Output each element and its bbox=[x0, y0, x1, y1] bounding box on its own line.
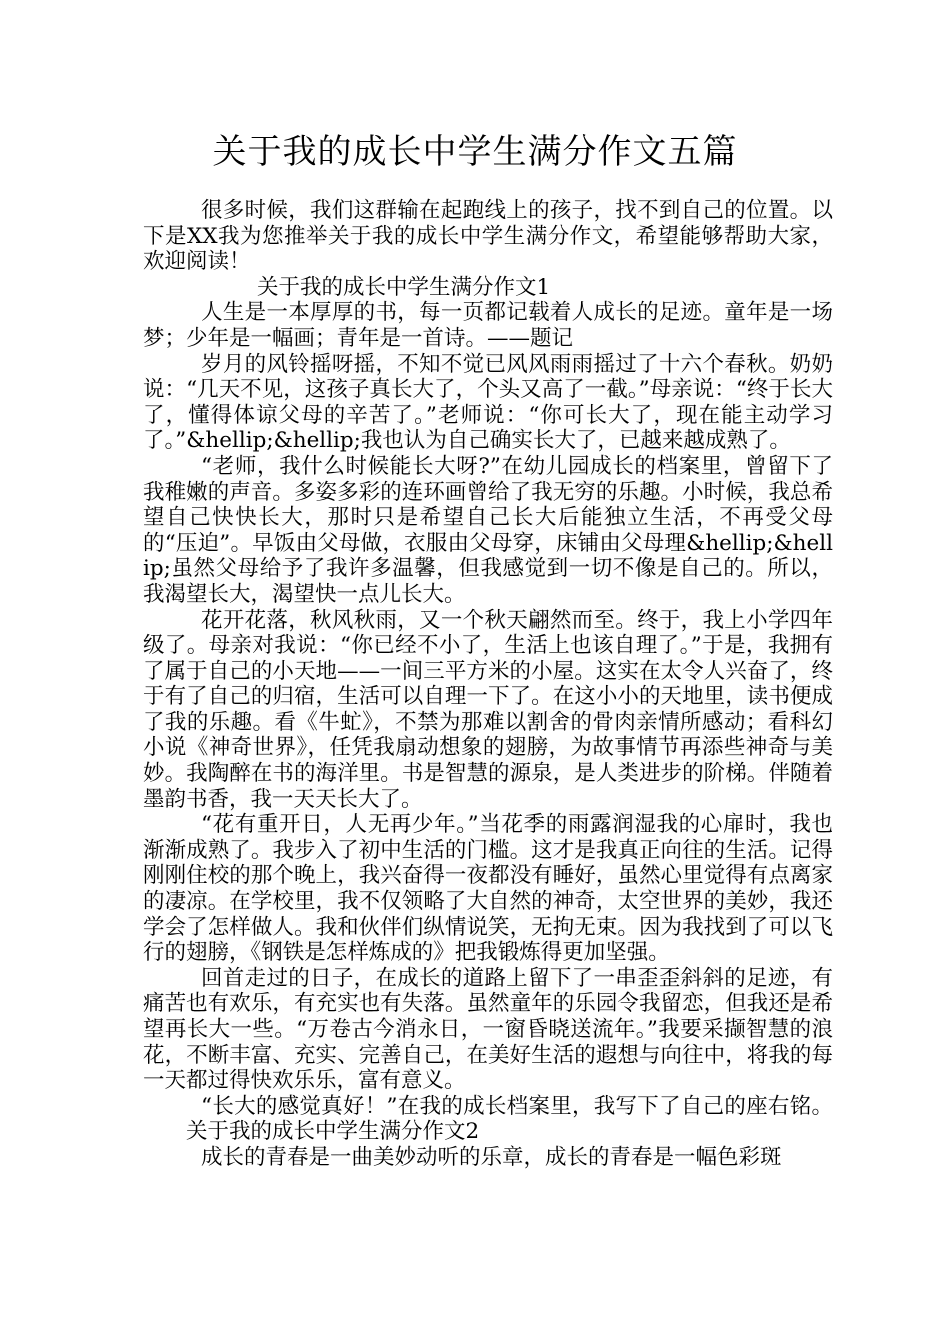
essay-1-paragraph: “老师，我什么时候能长大呀?”在幼儿园成长的档案里，曾留下了我稚嫩的声音。多姿多彩的连环画曾给了我无穷的乐趣。小时候，我总希望自己快快长大，那时只是希望自己长大后能独立生活，不再受父母的“压迫”。早饭由父母做，衣服由父母穿，床铺由父母理&hellip;&hellip;虽然父母给予了我许多温馨，但我感觉到一切不像是自己的。所以，我渴望长大，渴望快一点儿长大。 bbox=[143, 453, 833, 607]
document-body bbox=[143, 198, 833, 1171]
document-title: 关于我的成长中学生满分作文五篇 bbox=[212, 132, 738, 172]
essay-1-paragraph: 岁月的风铃摇呀摇，不知不觉已风风雨雨摇过了十六个春秋。奶奶说：“几天不见，这孩子真长大了，个头又高了一截。”母亲说：“终于长大了，懂得体谅父母的辛苦了。”老师说：“你可长大了，现在能主动学习了。”&hellip;&hellip;我也认为自己确实长大了，已越来越成熟了。 bbox=[143, 351, 833, 454]
essay-1-final-paragraph bbox=[143, 1094, 833, 1145]
essay-2-paragraph: 成长的青春是一曲美妙动听的乐章，成长的青春是一幅色彩斑 bbox=[201, 1144, 782, 1170]
essay-1-paragraph: 人生是一本厚厚的书，每一页都记载着人成长的足迹。童年是一场梦；少年是一幅画；青年是一首诗。——题记 bbox=[143, 300, 833, 351]
essay-1-paragraph: “花有重开日，人无再少年。”当花季的雨露润湿我的心扉时，我也渐渐成熟了。我步入了初中生活的门槛。这才是我真正向往的生活。记得刚刚住校的那个晚上，我兴奋得一夜都没有睡好，虽然心里觉得有点离家的凄凉。在学校里，我不仅领略了大自然的神奇，太空世界的美妙，我还学会了怎样做人。我和伙伴们纵情说笑，无拘无束。因为我找到了可以飞行的翅膀，《钢铁是怎样炼成的》把我锻炼得更加坚强。 bbox=[143, 812, 833, 966]
essay-1-paragraph: 花开花落，秋风秋雨，又一个秋天翩然而至。终于，我上小学四年级了。母亲对我说：“你已经不小了，生活上也该自理了。”于是，我拥有了属于自己的小天地——一间三平方米的小屋。这实在太令人兴奋了，终于有了自己的归宿，生活可以自理一下了。在这小小的天地里，读书便成了我的乐趣。看《牛虻》，不禁为那难以割舍的骨肉亲情所感动；看科幻小说《神奇世界》，任凭我扇动想象的翅膀，为故事情节再添些神奇与美妙。我陶醉在书的海洋里。书是智慧的源泉，是人类进步的阶梯。伴随着墨韵书香，我一天天长大了。 bbox=[143, 607, 833, 812]
essay-1-paragraph: 回首走过的日子，在成长的道路上留下了一串歪歪斜斜的足迹，有痛苦也有欢乐，有充实也有失落。虽然童年的乐园令我留恋，但我还是希望再长大一些。“万卷古今消永日，一窗昏晓送流年。”我要采撷智慧的浪花，不断丰富、充实、完善自己，在美好生活的遐想与向往中，将我的每一天都过得快欢乐乐，富有意义。 bbox=[143, 965, 833, 1094]
intro-paragraph: 很多时候，我们这群输在起跑线上的孩子，找不到自己的位置。以下是XX我为您推举关于我的成长中学生满分作文，希望能够帮助大家，欢迎阅读！ bbox=[143, 198, 833, 275]
essay-1-closing-text: “长大的感觉真好！”在我的成长档案里，我写下了自己的座右铭。 bbox=[201, 1093, 833, 1119]
essay-1-heading: 关于我的成长中学生满分作文1 bbox=[256, 274, 551, 300]
essay-2-heading: 关于我的成长中学生满分作文2 bbox=[186, 1119, 480, 1145]
